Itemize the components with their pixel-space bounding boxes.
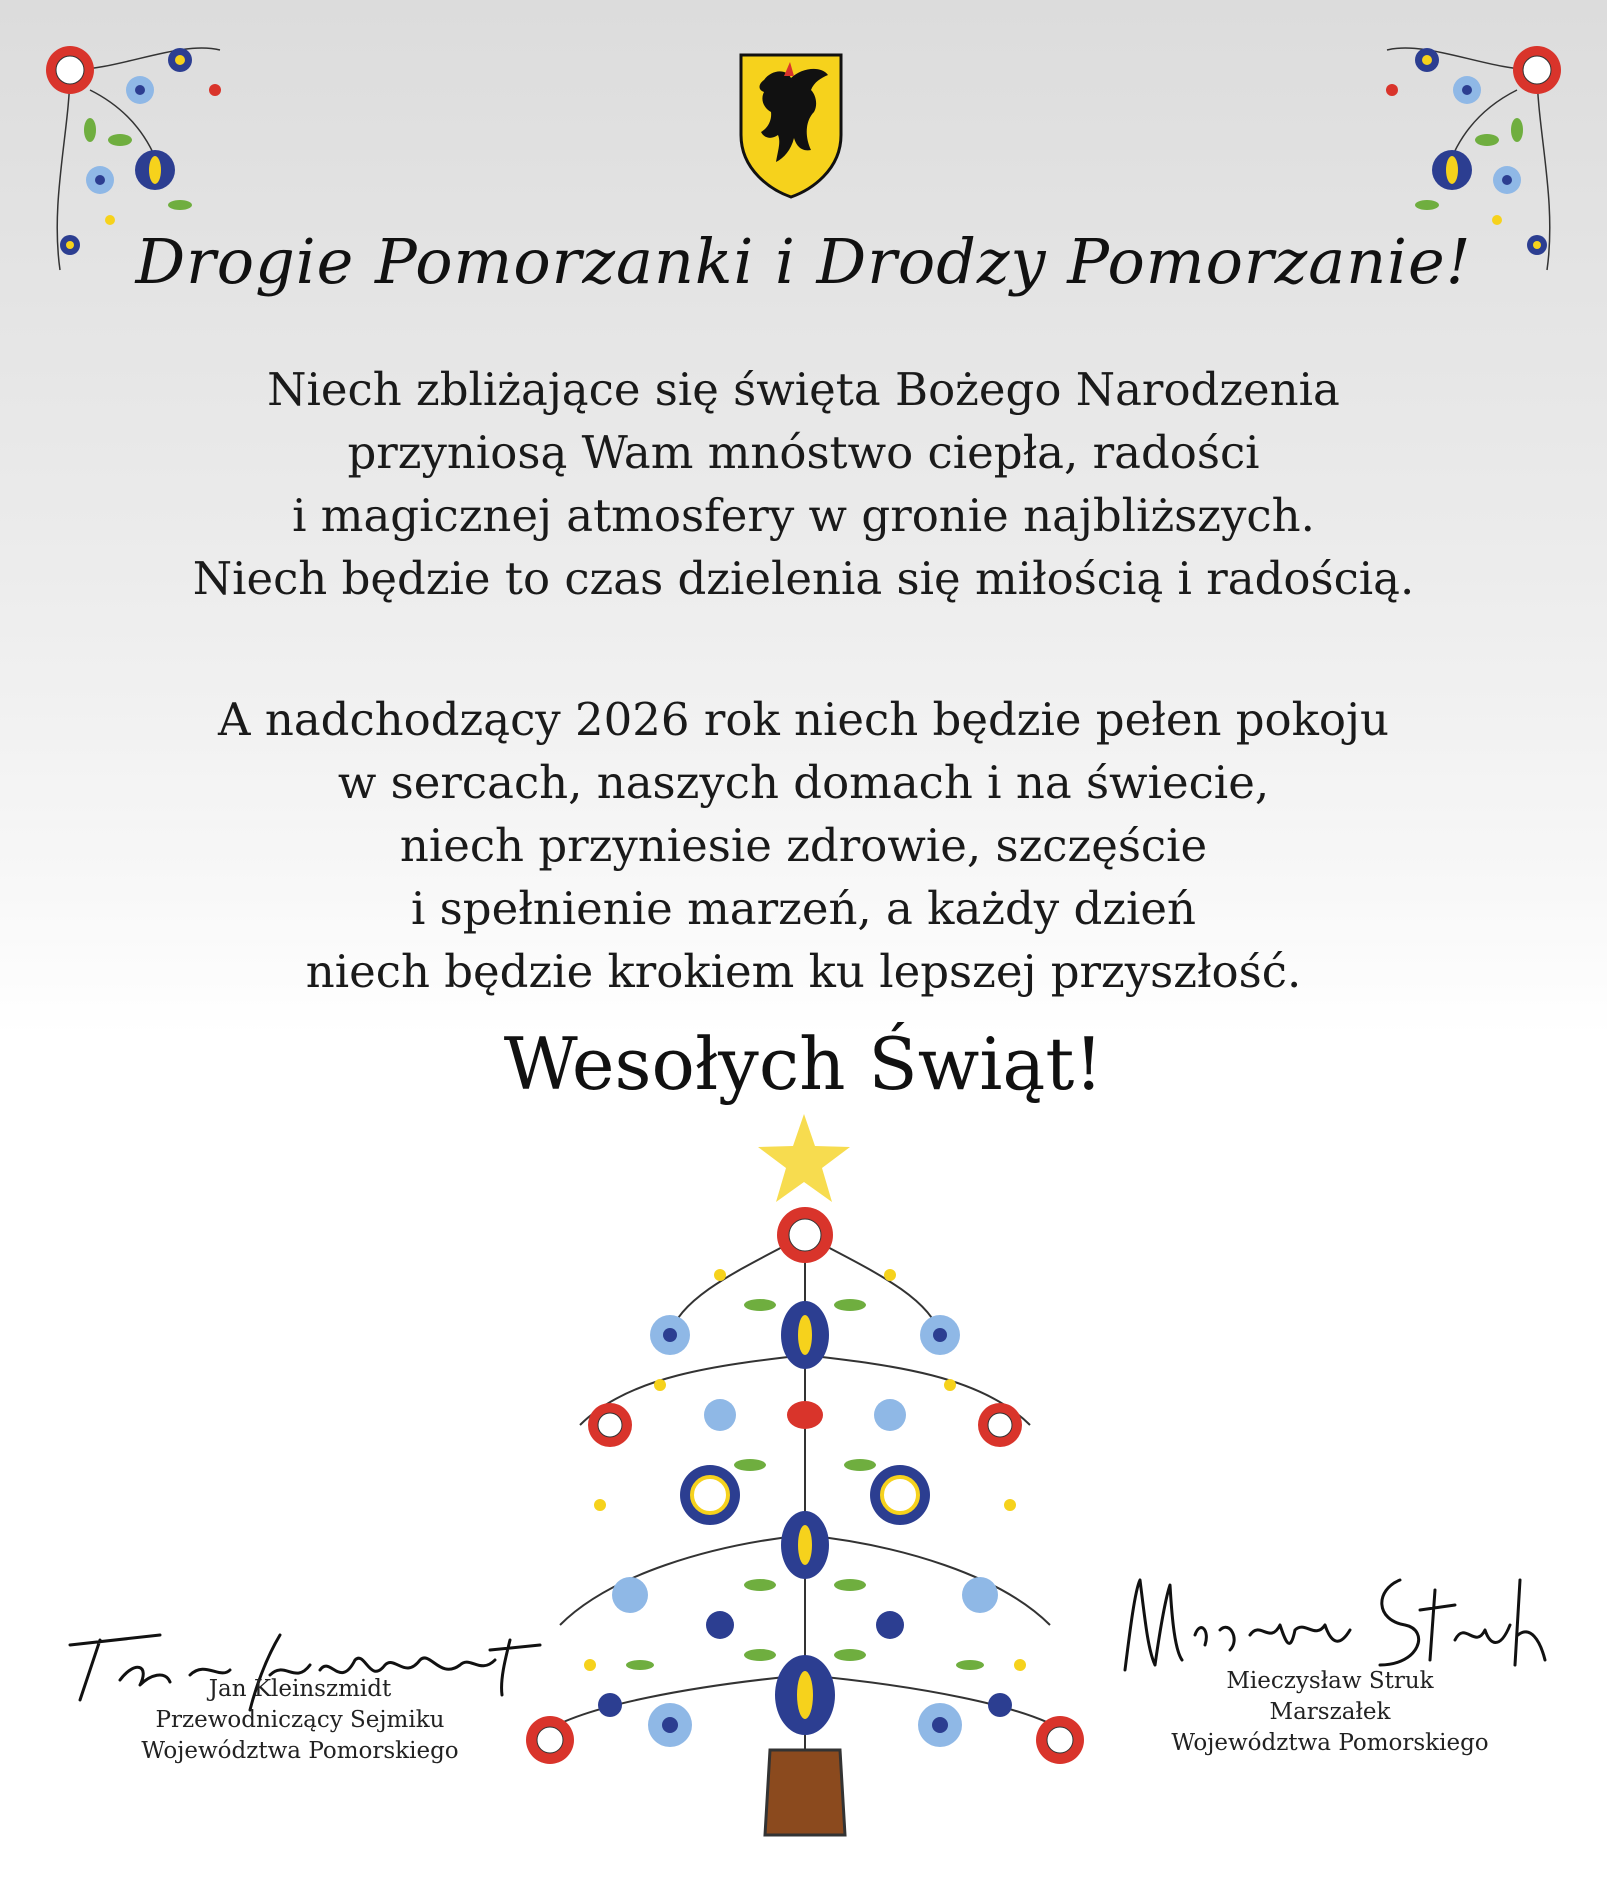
paragraph-line: niech będzie krokiem ku lepszej przyszłość. — [305, 945, 1302, 998]
tree-trunk — [765, 1750, 845, 1835]
signatory-right-name: Mieczysław Struk — [1226, 1668, 1434, 1694]
signatory-left-block — [110, 1674, 490, 1767]
paragraph-line: w sercach, naszych domach i na świecie, — [337, 756, 1270, 809]
paragraph-line: niech przyniesie zdrowie, szczęście — [399, 819, 1208, 872]
paragraph-line: A nadchodzący 2026 rok niech będzie pełen pokoju — [218, 693, 1389, 746]
paragraph-line: Niech będzie to czas dzielenia się miłością i radością. — [192, 552, 1415, 605]
paragraph-line: Niech zbliżające się święta Bożego Narodzenia — [267, 363, 1340, 416]
signatory-left-name: Jan Kleinszmidt — [208, 1676, 392, 1702]
signatory-left-region: Województwa Pomorskiego — [141, 1738, 459, 1764]
greeting-heading: Drogie Pomorzanki i Drodzy Pomorzanie! — [135, 225, 1472, 298]
signatory-left-title: Przewodniczący Sejmiku — [155, 1707, 445, 1733]
wishes-paragraph-2 — [0, 688, 1607, 1003]
signatory-right-region: Województwa Pomorskiego — [1171, 1730, 1489, 1756]
crest-icon — [736, 50, 846, 200]
wishes-paragraph-1 — [0, 358, 1607, 610]
star-icon — [756, 1112, 852, 1204]
paragraph-line: i spełnienie marzeń, a każdy dzień — [410, 882, 1197, 935]
merry-christmas-heading: Wesołych Świąt! — [503, 1022, 1104, 1106]
kashubian-tree-icon — [520, 1205, 1090, 1840]
signatory-right-title: Marszałek — [1269, 1699, 1391, 1725]
signatory-right-block — [1130, 1666, 1530, 1759]
paragraph-line: przyniosą Wam mnóstwo ciepła, radości — [347, 426, 1260, 479]
paragraph-line: i magicznej atmosfery w gronie najbliższych. — [292, 489, 1315, 542]
